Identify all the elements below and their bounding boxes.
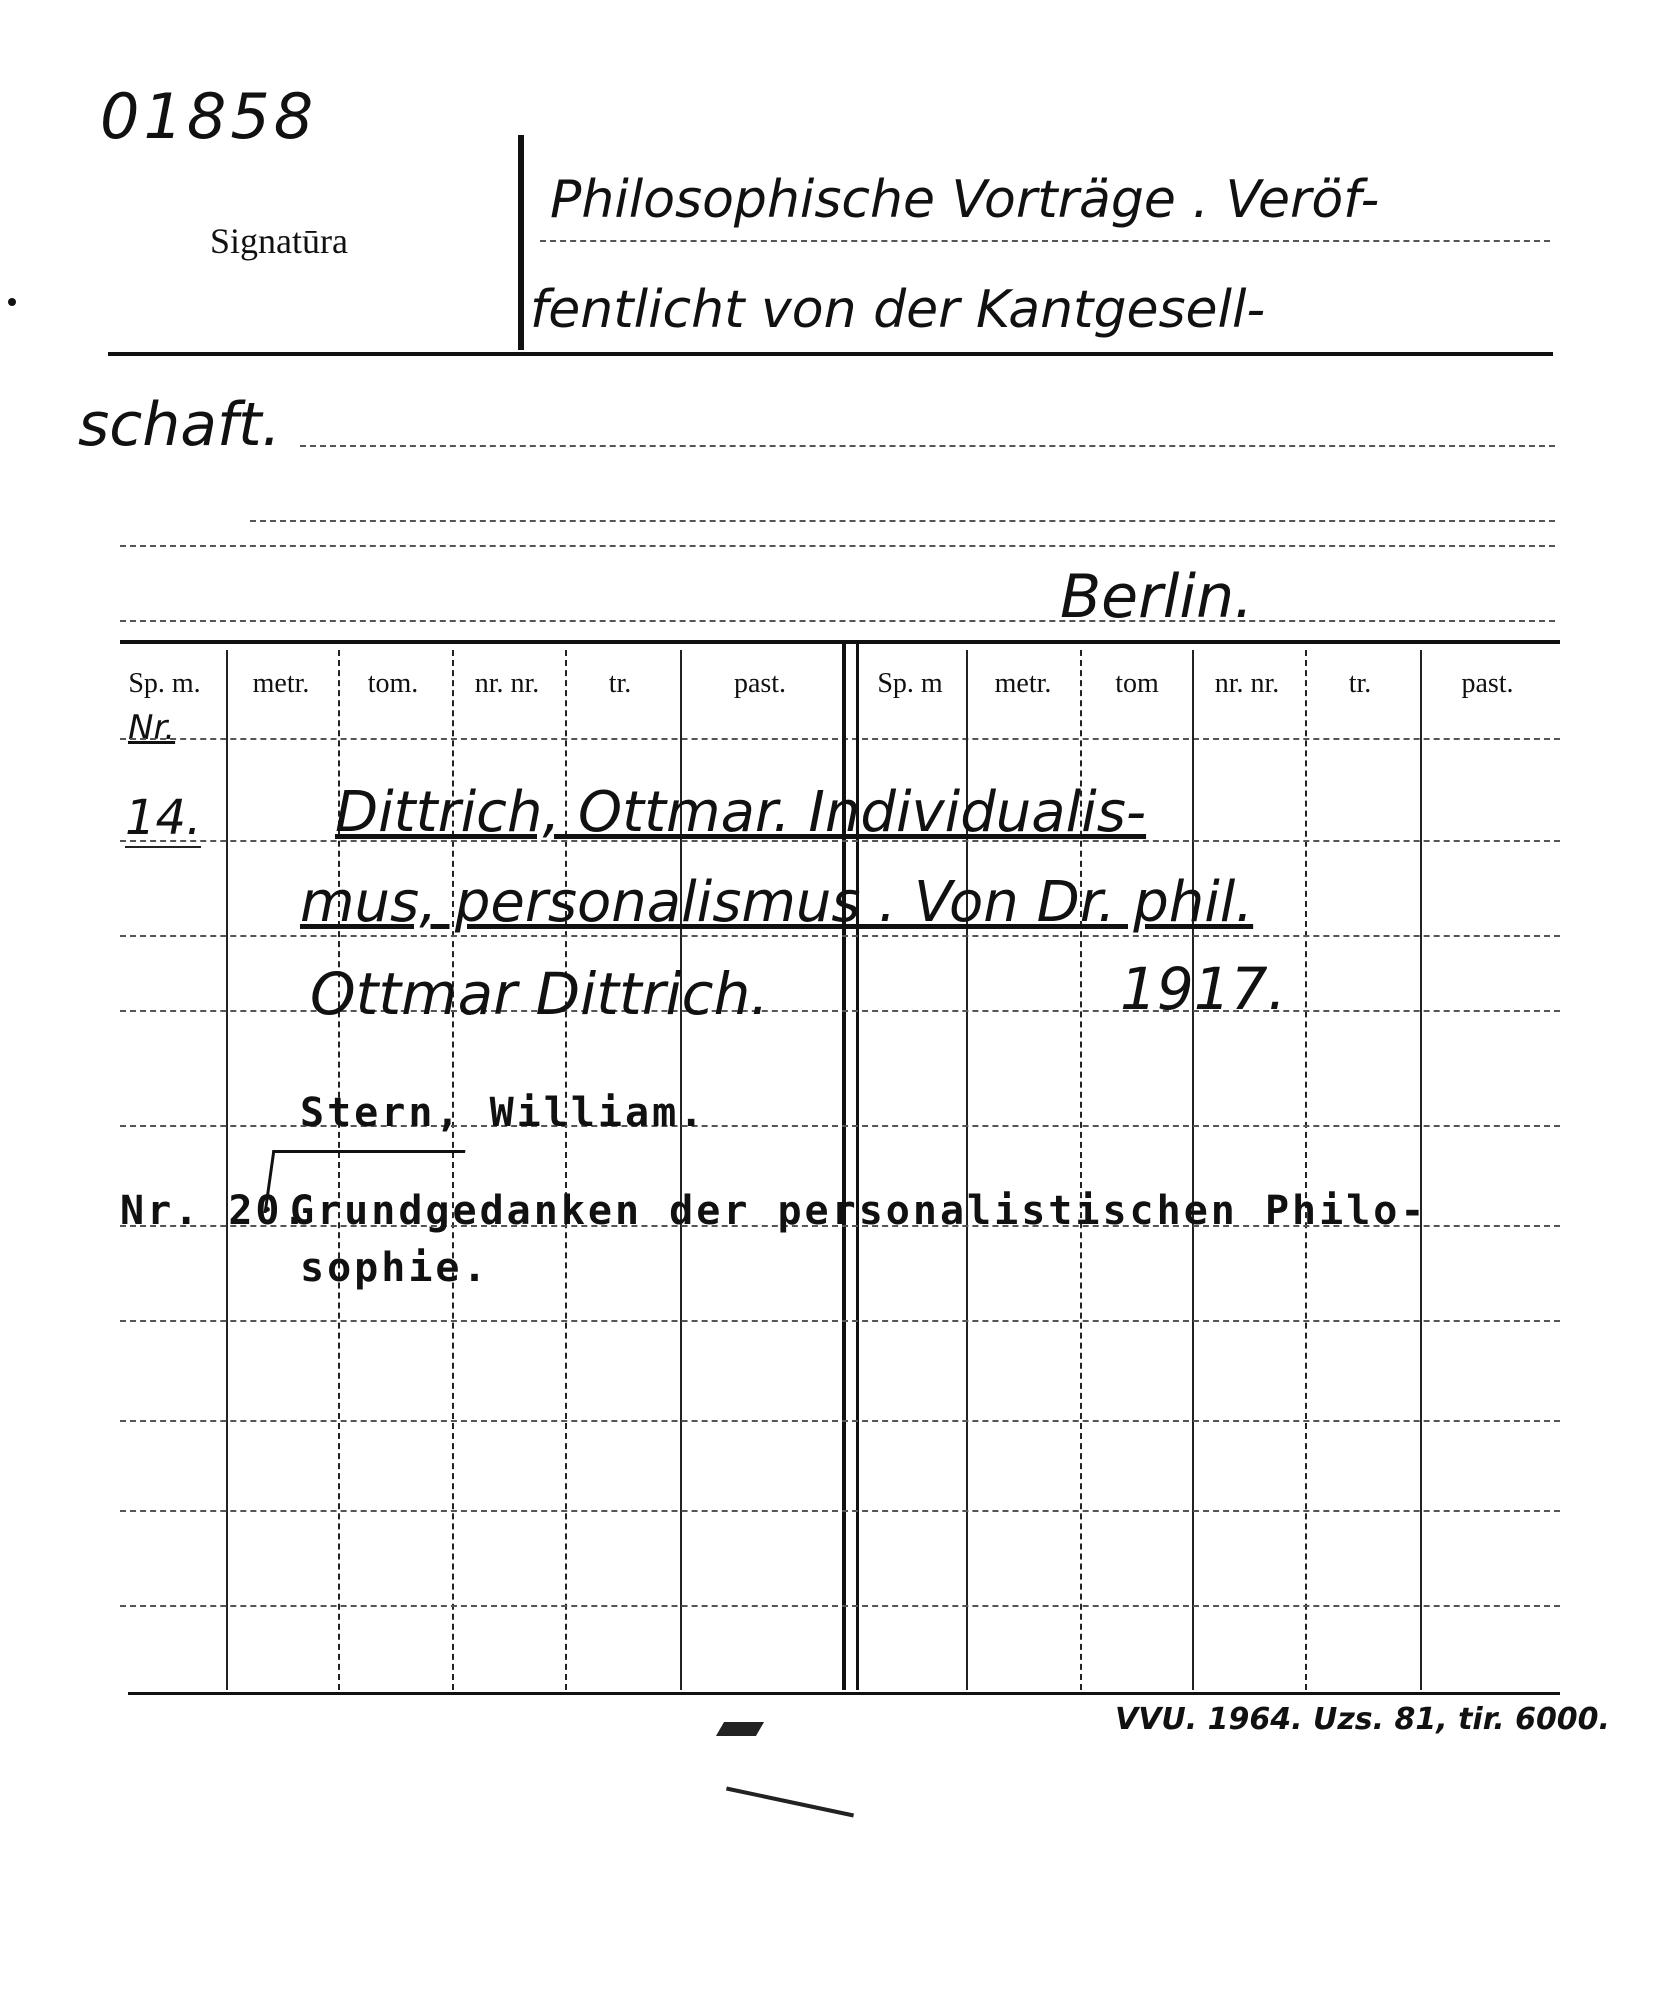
table-top-rule	[120, 640, 1560, 644]
grid-col-10	[1305, 650, 1307, 1690]
row-rule-6	[120, 1320, 1560, 1322]
table-bottom-rule	[128, 1692, 1560, 1695]
grid-col-1	[226, 650, 228, 1690]
title-rule-1	[540, 240, 1550, 242]
row-rule-2	[120, 935, 1560, 937]
header-past-right: past.	[1461, 668, 1514, 699]
header-past-left: past.	[733, 668, 787, 699]
header-tom-right: tom	[1115, 668, 1159, 699]
entry-1-year: 1917.	[1120, 955, 1287, 1023]
footer-imprint: VVU. 1964. Uzs. 81, tir. 6000.	[1115, 1702, 1610, 1737]
blank-rule-2	[120, 545, 1555, 547]
blank-rule-1	[250, 520, 1555, 522]
header-metr-left: metr.	[252, 668, 310, 699]
title-line-3: schaft.	[78, 390, 281, 460]
header-tr-right: tr.	[1348, 668, 1372, 699]
entry-2-title-line-1: Grundgedanken der personalistischen Philo-	[290, 1188, 1428, 1234]
grid-col-11	[1420, 650, 1422, 1690]
signatura-label: Signatūra	[210, 221, 348, 261]
stray-mark-3	[726, 1787, 854, 1818]
place-of-publication: Berlin.	[1060, 562, 1254, 632]
card-number: 01858	[100, 80, 318, 153]
place-rule	[120, 620, 1555, 622]
entry-2-title-line-2: sophie.	[300, 1245, 490, 1291]
entry-2-author: Stern, William.	[300, 1090, 707, 1136]
row-rule-9	[120, 1605, 1560, 1607]
entry-1-line-1: Dittrich, Ottmar. Individualis-	[335, 780, 1147, 845]
header-sp-m-left: Sp. m.	[128, 668, 201, 699]
grid-col-9	[1192, 650, 1194, 1690]
row-rule-8	[120, 1510, 1560, 1512]
entry-2-number: Nr. 20.	[120, 1188, 310, 1234]
stray-mark-2	[716, 1722, 764, 1736]
header-bottom-rule	[120, 738, 1560, 740]
header-sp-m-right: Sp. m	[877, 668, 943, 699]
title-line-1: Philosophische Vorträge . Veröf-	[550, 170, 1380, 230]
entry-1-line-3: Ottmar Dittrich.	[310, 960, 769, 1028]
header-nr-sub: Nr.	[128, 708, 176, 748]
entry-1-number: 14.	[125, 790, 202, 846]
entry-1-line-2: mus, personalismus . Von Dr. phil.	[300, 870, 1254, 935]
title-rule-3	[300, 445, 1555, 447]
stray-mark-1	[8, 298, 16, 306]
header-tr-left: tr.	[608, 668, 632, 699]
title-line-2: fentlicht von der Kantgesell-	[530, 280, 1266, 340]
header-nrnr-left: nr. nr.	[474, 668, 540, 699]
signature-rule	[108, 352, 1553, 356]
title-divider	[518, 135, 524, 350]
header-metr-right: metr.	[994, 668, 1052, 699]
header-nrnr-right: nr. nr.	[1214, 668, 1280, 699]
header-tom-left: tom.	[367, 668, 419, 699]
row-rule-7	[120, 1420, 1560, 1422]
